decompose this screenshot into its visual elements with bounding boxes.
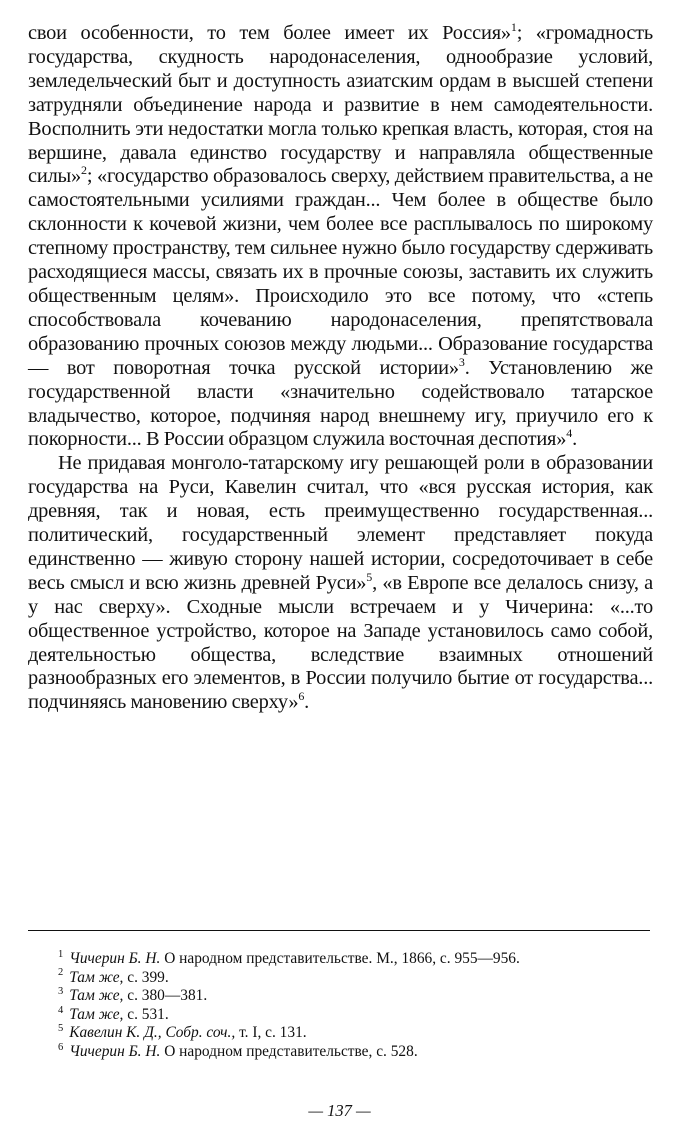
paragraph-2 xyxy=(28,452,653,715)
footnote-italic: Там же, xyxy=(69,968,124,986)
footnote-6 xyxy=(28,1043,652,1062)
footnote-number: 2 xyxy=(58,967,64,979)
footnote-divider xyxy=(28,930,650,931)
paragraph-1-text-a: свои особенности, то тем более имеет их Россия» xyxy=(28,22,511,44)
footnote-text: О народном представительстве. М., 1866, с. 955—956. xyxy=(160,950,520,967)
paragraph-2-text-b: , «в Европе все делалось снизу, а у нас сверху». Сходные мысли встречаем и у Чичерина: «...то общественное устройство, которое на Западе установилось само собой, деятельностью общества, вследствие взаимных отношений разнообразных его элементов, в России получило бытие от государства... подчиняясь мановению сверху» xyxy=(28,571,653,714)
footnote-italic: Там же, xyxy=(69,987,124,1005)
footnote-author: Чичерин Б. Н. xyxy=(69,950,161,967)
footnote-number: 5 xyxy=(58,1023,64,1035)
footnote-text: О народном представительстве, с. 528. xyxy=(160,1042,418,1060)
footnote-number: 3 xyxy=(58,986,64,998)
paragraph-1-text-e: . xyxy=(572,428,577,451)
footnote-ref-4[interactable]: 4 xyxy=(566,426,573,441)
footnote-3 xyxy=(28,987,652,1006)
footnote-5 xyxy=(28,1024,652,1043)
footnotes xyxy=(28,950,652,1062)
footnote-2 xyxy=(28,969,652,988)
footnote-number: 1 xyxy=(58,948,64,960)
footnote-ref-6[interactable]: 6 xyxy=(298,689,305,704)
paragraph-1-text-c: ; «государство образовалось сверху, действием правительства, а не самостоятельными усилиями граждан... Чем более в обществе было склонности к кочевой жизни, чем более все расплывалось по широкому степному пространству, тем сильнее нужно было государству сдерживать расходящиеся массы, связать их в прочные союзы, заставить их служить общественным целям». Происходило это все потому, что «степь способствовала кочеванию народонаселения, препятствовала образованию прочных союзов между людьми... Образование государства — вот поворотная точка русской истории» xyxy=(28,165,653,379)
footnote-italic: Собр. соч., xyxy=(161,1024,236,1042)
footnote-ref-3[interactable]: 3 xyxy=(458,354,465,369)
footnote-italic: Там же, xyxy=(69,1005,124,1023)
paragraph-2-text-c: . xyxy=(304,691,310,714)
paragraph-1-text-d: . Установлению же государственной власти «значительно содействовало татарское владычество, которое, подчиняя народ внешнему игу, приучило его к покорности... В России образцом служила восточная деспотия» xyxy=(28,356,653,451)
paragraph-1-text-b: ; «громадность государства, скудность народонаселения, однообразие условий, земледельческий быт и доступность азиатским ордам в высшей степени затрудняли объединение народа и развитие в нем самодеятельности. Восполнить эти недостатки могла только крепкая власть, которая, стоя на вершине, давала единство государству и направляла общественные силы» xyxy=(28,22,653,188)
footnote-4 xyxy=(28,1006,652,1025)
footnote-text: с. 399. xyxy=(123,968,169,986)
footnote-text: с. 531. xyxy=(123,1005,169,1023)
paragraph-2-text-a: Не придавая монголо-татарскому игу решающей роли в образовании государства на Руси, Кавелин считал, что «вся русская история, как древняя, так и новая, есть преимущественно государственная... политический, государственный элемент представляет покуда единственно — живую сторону нашей истории, сосредоточивает в себе весь смысл и всю жизнь древней Руси» xyxy=(28,452,653,594)
paragraph-1 xyxy=(28,22,653,452)
footnote-1 xyxy=(28,950,652,969)
footnote-author: Кавелин К. Д., xyxy=(69,1024,162,1042)
footnote-number: 6 xyxy=(58,1041,64,1053)
footnote-ref-2[interactable]: 2 xyxy=(81,163,87,178)
footnote-ref-1[interactable]: 1 xyxy=(510,20,517,35)
footnote-author: Чичерин Б. Н. xyxy=(69,1042,161,1060)
footnote-number: 4 xyxy=(58,1004,64,1016)
footnote-ref-5[interactable]: 5 xyxy=(366,570,373,585)
page-number: — 137 — xyxy=(308,1101,371,1120)
footnote-text: с. 380—381. xyxy=(123,987,208,1005)
footnote-text: т. I, с. 131. xyxy=(235,1024,307,1042)
